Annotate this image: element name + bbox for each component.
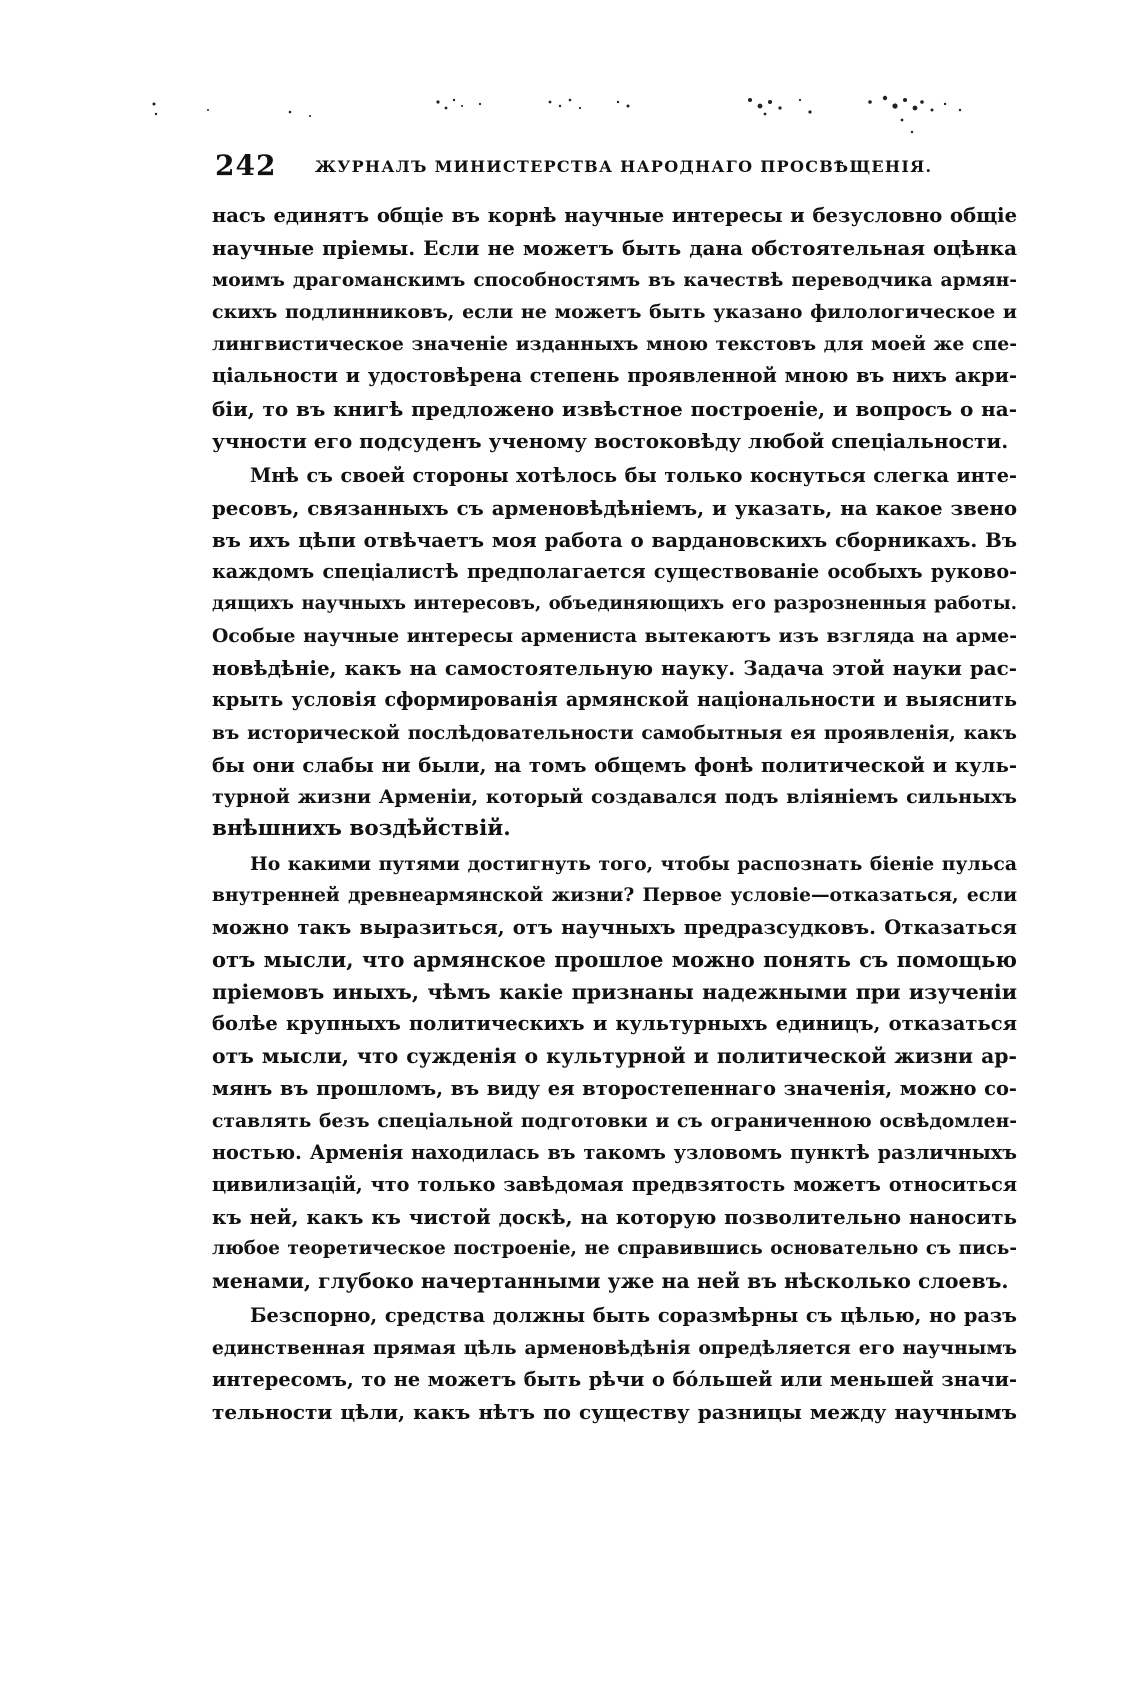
page-header bbox=[215, 145, 1015, 185]
text-line: дящихъ научныхъ интересовъ, объединяющихъ его разрозненныя работы. bbox=[212, 593, 1017, 615]
text-line: пріемовъ иныхъ, чѣмъ какіе признаны надежными при изученіи bbox=[212, 980, 1017, 1005]
page-number: 242 bbox=[215, 149, 277, 182]
text-line: въ ихъ цѣпи отвѣчаетъ моя работа о вардановскихъ сборникахъ. Въ bbox=[212, 527, 1017, 552]
text-line: болѣе крупныхъ политическихъ и культурныхъ единицъ, отказаться bbox=[212, 1012, 1017, 1036]
text-line: отъ мысли, что армянское прошлое можно понять съ помощью bbox=[212, 947, 1017, 973]
text-line: Особые научные интересы армениста вытекаютъ изъ взгляда на арме- bbox=[212, 625, 1017, 648]
text-line: Мнѣ съ своей стороны хотѣлось бы только коснуться слегка инте- bbox=[250, 463, 1017, 487]
paragraph-2 bbox=[212, 460, 1017, 845]
text-line: крыть условія сформированія армянской національности и выяснить bbox=[212, 688, 1017, 712]
text-line: внѣшнихъ воздѣйствій. bbox=[212, 815, 511, 841]
paragraph-3 bbox=[212, 848, 1017, 1297]
paragraph-4 bbox=[212, 1300, 1017, 1428]
scan-specks bbox=[150, 92, 1050, 152]
text-line: научные пріемы. Если не можетъ быть дана обстоятельная оцѣнка bbox=[212, 236, 1017, 261]
text-line: мянъ въ прошломъ, въ виду ея второстепеннаго значенія, можно со- bbox=[212, 1076, 1017, 1100]
text-line: Но какими путями достигнуть того, чтобы распознать біеніе пульса bbox=[250, 852, 1017, 875]
text-line: внутренней древнеармянской жизни? Первое условіе—отказаться, если bbox=[212, 884, 1017, 906]
text-line: можно такъ выразиться, отъ научныхъ предразсудковъ. Отказаться bbox=[212, 916, 1017, 940]
text-line: новѣдѣніе, какъ на самостоятельную науку. Задача этой науки рас- bbox=[212, 656, 1017, 681]
text-line: скихъ подлинниковъ, если не можетъ быть указано филологическое и bbox=[212, 301, 1017, 324]
text-line: любое теоретическое построеніе, не справившись основательно съ пись- bbox=[212, 1238, 1017, 1259]
text-line: Безспорно, средства должны быть соразмѣрны съ цѣлью, но разъ bbox=[250, 1304, 1017, 1328]
text-line: лингвистическое значеніе изданныхъ мною текстовъ для моей же спе- bbox=[212, 333, 1017, 356]
text-line: интересомъ, то не можетъ быть рѣчи о бóльшей или меньшей значи- bbox=[212, 1368, 1017, 1392]
body-text bbox=[212, 200, 1017, 1429]
text-line: ностью. Арменія находилась въ такомъ узловомъ пунктѣ различныхъ bbox=[212, 1140, 1017, 1164]
text-line: ставлять безъ спеціальной подготовки и съ ограниченною освѣдомлен- bbox=[212, 1109, 1017, 1132]
text-line: біи, то въ книгѣ предложено извѣстное построеніе, и вопросъ о на- bbox=[212, 396, 1017, 421]
text-line: менами, глубоко начертанными уже на ней въ нѣсколько слоевъ. bbox=[212, 1269, 1009, 1294]
text-line: турной жизни Арменіи, который создавался подъ вліяніемъ сильныхъ bbox=[212, 785, 1017, 808]
text-line: каждомъ спеціалистѣ предполагается существованіе особыхъ руково- bbox=[212, 560, 1017, 584]
text-line: моимъ драгоманскимъ способностямъ въ качествѣ переводчика армян- bbox=[212, 269, 1017, 292]
text-line: въ исторической послѣдовательности самобытныя ея проявленія, какъ bbox=[212, 721, 1017, 744]
text-line: насъ единятъ общіе въ корнѣ научные интересы и безусловно общіе bbox=[212, 204, 1017, 227]
text-line: ресовъ, связанныхъ съ арменовѣдѣніемъ, и указать, на какое звено bbox=[212, 495, 1017, 520]
text-line: единственная прямая цѣль арменовѣдѣнія опредѣляется его научнымъ bbox=[212, 1337, 1017, 1360]
text-line: учности его подсуденъ ученому востоковѣду любой спеціальности. bbox=[212, 428, 1009, 453]
running-title: ЖУРНАЛЪ МИНИСТЕРСТВА НАРОДНАГО ПРОСВѢЩЕНІЯ. bbox=[315, 157, 933, 176]
text-line: тельности цѣли, какъ нѣтъ по существу разницы между научнымъ bbox=[212, 1400, 1017, 1425]
text-line: цивилизацій, что только завѣдомая предвзятость можетъ относиться bbox=[212, 1172, 1017, 1196]
text-line: къ ней, какъ къ чистой доскѣ, на которую позволительно наносить bbox=[212, 1204, 1017, 1229]
text-line: бы они слабы ни были, на томъ общемъ фонѣ политической и куль- bbox=[212, 752, 1017, 777]
text-line: отъ мысли, что сужденія о культурной и политической жизни ар- bbox=[212, 1044, 1017, 1069]
paragraph-1 bbox=[212, 200, 1017, 457]
text-line: ціальности и удостовѣрена степень проявленной мною въ нихъ акри- bbox=[212, 364, 1017, 388]
